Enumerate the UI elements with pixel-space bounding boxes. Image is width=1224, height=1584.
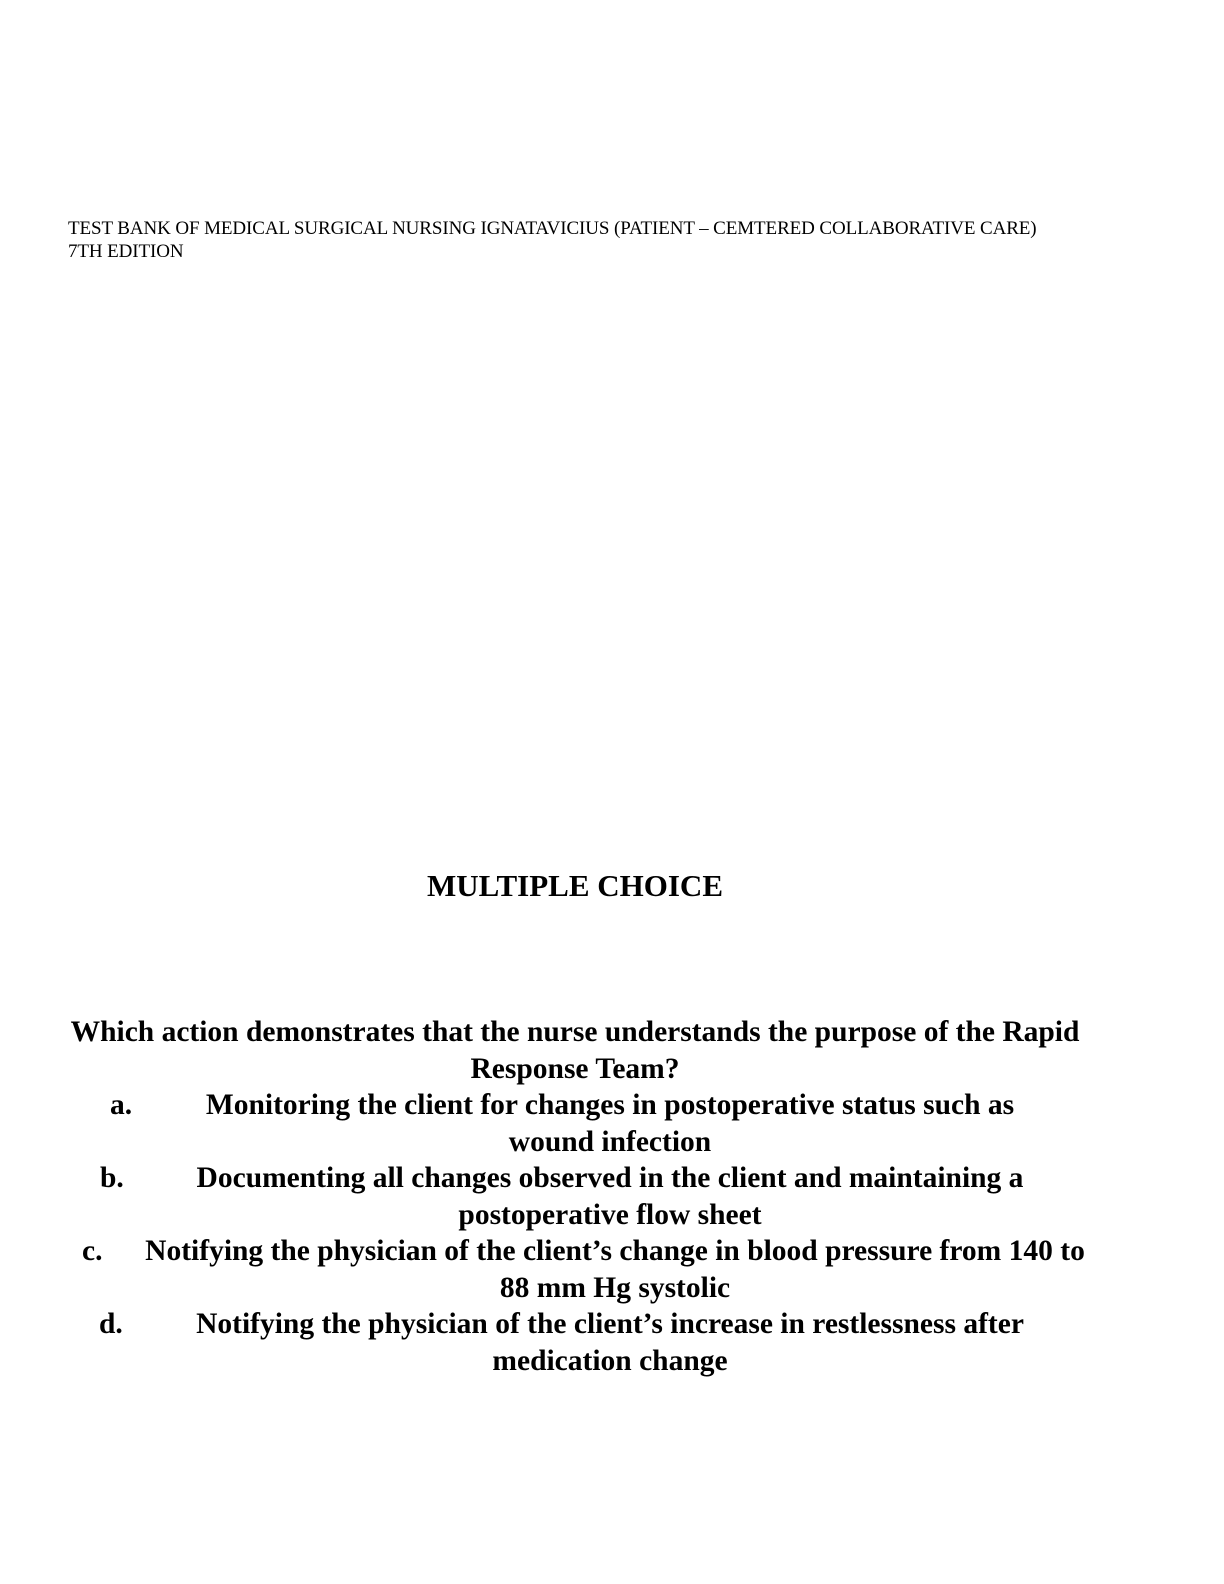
answer-option-b bbox=[60, 1160, 1090, 1233]
question-block bbox=[60, 1014, 1090, 1379]
answer-option-d bbox=[60, 1306, 1090, 1379]
option-letter: c. bbox=[82, 1235, 103, 1267]
option-text: Notifying the physician of the client’s change in blood pressure from 140 to 88 mm Hg systolic bbox=[145, 1235, 1085, 1304]
option-letter: b. bbox=[100, 1162, 124, 1194]
document-header: TEST BANK OF MEDICAL SURGICAL NURSING IGNATAVICIUS (PATIENT – CEMTERED COLLABORATIVE CARE) 7TH EDITION bbox=[68, 218, 1037, 262]
option-letter: a. bbox=[110, 1089, 133, 1121]
option-text: Documenting all changes observed in the client and maintaining a postoperative flow sheet bbox=[196, 1162, 1024, 1231]
option-text: Notifying the physician of the client’s increase in restlessness after medication change bbox=[196, 1308, 1024, 1377]
answer-option-a bbox=[60, 1087, 1090, 1160]
section-heading: MULTIPLE CHOICE bbox=[427, 868, 723, 903]
option-letter: d. bbox=[99, 1308, 123, 1340]
answer-option-c bbox=[60, 1233, 1090, 1306]
question-stem: Which action demonstrates that the nurse understands the purpose of the Rapid Response Team? bbox=[70, 1016, 1080, 1085]
option-text: Monitoring the client for changes in postoperative status such as wound infection bbox=[205, 1089, 1015, 1158]
